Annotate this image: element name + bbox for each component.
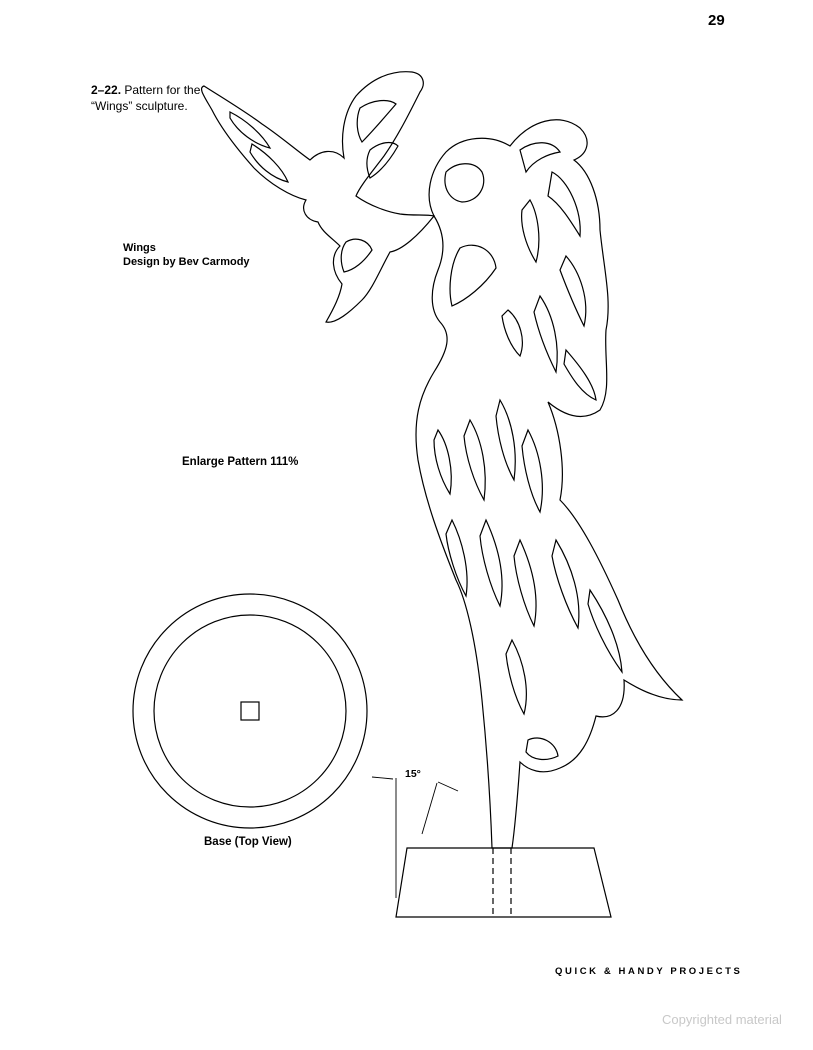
hair-cutout-4 bbox=[560, 256, 586, 326]
bird-outline bbox=[202, 72, 434, 323]
base-outer-circle bbox=[133, 594, 367, 828]
angle-reference-line bbox=[422, 783, 437, 834]
dress-cutout-8 bbox=[552, 540, 579, 628]
angel-figure-outline bbox=[416, 120, 682, 848]
bird-wing-cutout-1 bbox=[230, 112, 270, 148]
dress-cutout-2 bbox=[464, 420, 485, 500]
figure-number: 2–22. bbox=[91, 83, 122, 97]
dress-cutout-7 bbox=[514, 540, 536, 626]
footer-section-title: QUICK & HANDY PROJECTS bbox=[555, 966, 743, 977]
dress-cutout-9 bbox=[588, 590, 622, 672]
bird-tail-cutout bbox=[341, 239, 372, 272]
copyright-watermark: Copyrighted material bbox=[662, 1012, 782, 1027]
base-top-view bbox=[133, 594, 367, 828]
figure-caption-text: Pattern for the “Wings” sculpture. bbox=[91, 83, 201, 113]
foot-cutout bbox=[526, 738, 558, 760]
angle-label: 15° bbox=[405, 768, 421, 780]
dress-cutout-3 bbox=[496, 400, 515, 480]
sleeve-cutout bbox=[502, 310, 522, 356]
arm-cutout bbox=[450, 245, 496, 306]
angle-arrow-left bbox=[372, 777, 393, 779]
base-inner-circle bbox=[154, 615, 346, 807]
figure-face-cutout bbox=[445, 164, 484, 202]
designer-credit: Design by Bev Carmody bbox=[123, 256, 250, 268]
bird-wing-cutout-3 bbox=[357, 101, 396, 142]
figure-body-outline bbox=[416, 120, 682, 848]
hair-cutout-3 bbox=[522, 200, 539, 262]
bird-wing-cutout-2 bbox=[250, 144, 288, 182]
hair-cutout-5 bbox=[534, 296, 557, 372]
hair-cutout-6 bbox=[564, 350, 596, 400]
base-label: Base (Top View) bbox=[204, 836, 292, 848]
dress-cutout-10 bbox=[506, 640, 526, 714]
hair-cutout-1 bbox=[520, 143, 560, 172]
pattern-title: Wings bbox=[123, 242, 156, 254]
base-trapezoid bbox=[396, 848, 611, 917]
dress-cutout-4 bbox=[522, 430, 542, 512]
base-center-square bbox=[241, 702, 259, 720]
dress-cutout-6 bbox=[480, 520, 502, 606]
enlarge-note: Enlarge Pattern 111% bbox=[182, 456, 299, 468]
page-number: 29 bbox=[708, 12, 725, 29]
dress-cutout-5 bbox=[446, 520, 467, 596]
dress-cutout-1 bbox=[434, 430, 451, 494]
bird-body-outline bbox=[202, 72, 434, 323]
angle-arrow-right bbox=[438, 782, 458, 791]
hair-cutout-2 bbox=[548, 172, 580, 236]
